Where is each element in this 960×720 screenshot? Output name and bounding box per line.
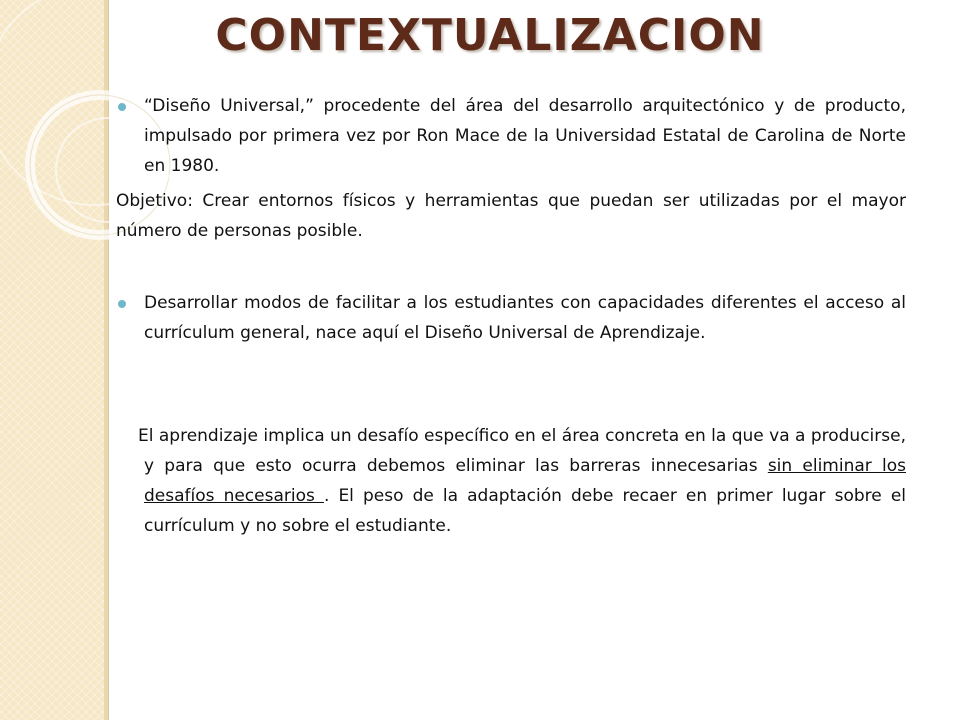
bullet-text-desarrollar: Desarrollar modos de facilitar a los estudiantes con capacidades diferentes el acceso al currículum general, nace aquí el Diseño Universal de Aprendizaje.	[144, 293, 906, 343]
paragraph-aprendizaje	[138, 421, 906, 541]
slide-title: CONTEXTUALIZACION	[215, 10, 765, 61]
paragraph-aprendizaje-part1: El aprendizaje implica un desafío específico en el área concreta en la que va a producirse, y para que esto ocurra debemos eliminar las barreras innecesarias	[138, 426, 906, 476]
bullet-text-diseno-universal: “Diseño Universal,” procedente del área del desarrollo arquitectónico y de producto, impulsado por primera vez por Ron Mace de la Universidad Estatal de Carolina de Norte en 1980.	[144, 96, 906, 176]
bullet-dot-icon	[118, 300, 126, 308]
bullet-dot-icon	[118, 103, 126, 111]
underlined-phrase: sin eliminar los desafíos necesarios	[144, 456, 906, 506]
paragraph-aprendizaje-part2: . El peso de la adaptación debe recaer en primer lugar sobre el currículum y no sobre el estudiante.	[144, 486, 906, 536]
paragraph-objetivo: Objetivo: Crear entornos físicos y herramientas que puedan ser utilizadas por el mayor número de personas posible.	[116, 191, 906, 241]
